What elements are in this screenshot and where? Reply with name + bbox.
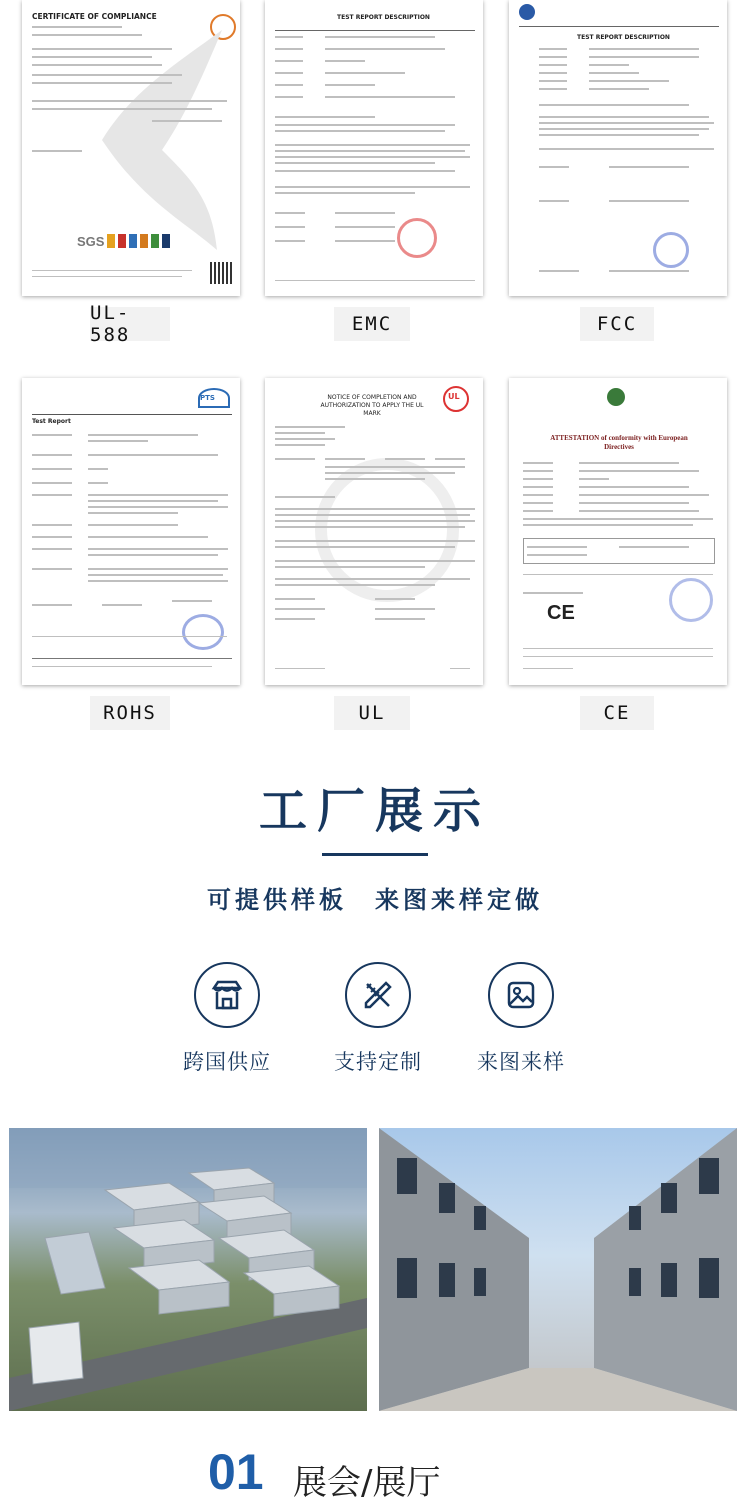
certificate-fcc[interactable] (509, 0, 727, 296)
certificate-ce[interactable] (509, 378, 727, 685)
pen-ruler-icon (345, 962, 411, 1028)
image-icon (488, 962, 554, 1028)
section-title: 展会/展厅 (293, 1463, 441, 1503)
certificate-heading: TEST REPORT DESCRIPTION (577, 34, 670, 41)
certificate-label: CE (580, 696, 654, 730)
certificate-heading: CERTIFICATE OF COMPLIANCE (32, 12, 157, 21)
certificate-emc[interactable] (265, 0, 483, 296)
factory-aerial-photo (9, 1128, 367, 1411)
factory-street-photo (379, 1128, 737, 1411)
sgs-logo-strip: SGS (77, 234, 170, 249)
lab-logo-icon (519, 4, 535, 20)
stamp-icon (397, 218, 437, 258)
ce-mark-text: CE (547, 602, 575, 624)
shop-icon (194, 962, 260, 1028)
ul-mark-text: UL (448, 392, 460, 401)
certificate-ul588[interactable] (22, 0, 240, 296)
certificate-label: UL-588 (90, 307, 170, 341)
factory-subtitle: 可提供样板 来图来样定做 (207, 886, 543, 914)
emblem-icon (607, 388, 625, 406)
feature-label: 来图来样 (477, 1050, 565, 1074)
certificate-rohs[interactable] (22, 378, 240, 685)
stamp-icon (669, 578, 713, 622)
certificate-label: EMC (334, 307, 410, 341)
certificate-label: UL (334, 696, 410, 730)
certificate-heading: ATTESTATION of conformity with European Directives (550, 434, 688, 451)
factory-street-illustration (379, 1128, 737, 1411)
certificate-label: ROHS (90, 696, 170, 730)
pts-logo-text: PTS (200, 394, 215, 402)
certificate-label: FCC (580, 307, 654, 341)
eagle-watermark-icon (22, 0, 240, 296)
feature-sample-production (456, 962, 586, 1076)
feature-global-supply (162, 962, 292, 1076)
factory-title: 工厂展示 (258, 783, 491, 839)
stamp-icon (653, 232, 689, 268)
section-number: 01 (208, 1444, 264, 1500)
factory-aerial-illustration (9, 1128, 367, 1411)
certificate-heading: Test Report (32, 418, 71, 425)
stamp-icon (182, 614, 224, 650)
standards-table (523, 538, 715, 564)
title-divider (322, 853, 428, 856)
certificate-ul[interactable] (265, 378, 483, 685)
feature-customization (313, 962, 443, 1076)
certificate-heading: NOTICE OF COMPLETION AND AUTHORIZATION TO APPLY THE UL MARK (320, 394, 424, 417)
feature-label: 支持定制 (334, 1050, 422, 1074)
certificate-heading: TEST REPORT DESCRIPTION (337, 14, 430, 21)
feature-label: 跨国供应 (183, 1050, 271, 1074)
qr-code-icon (210, 262, 232, 284)
